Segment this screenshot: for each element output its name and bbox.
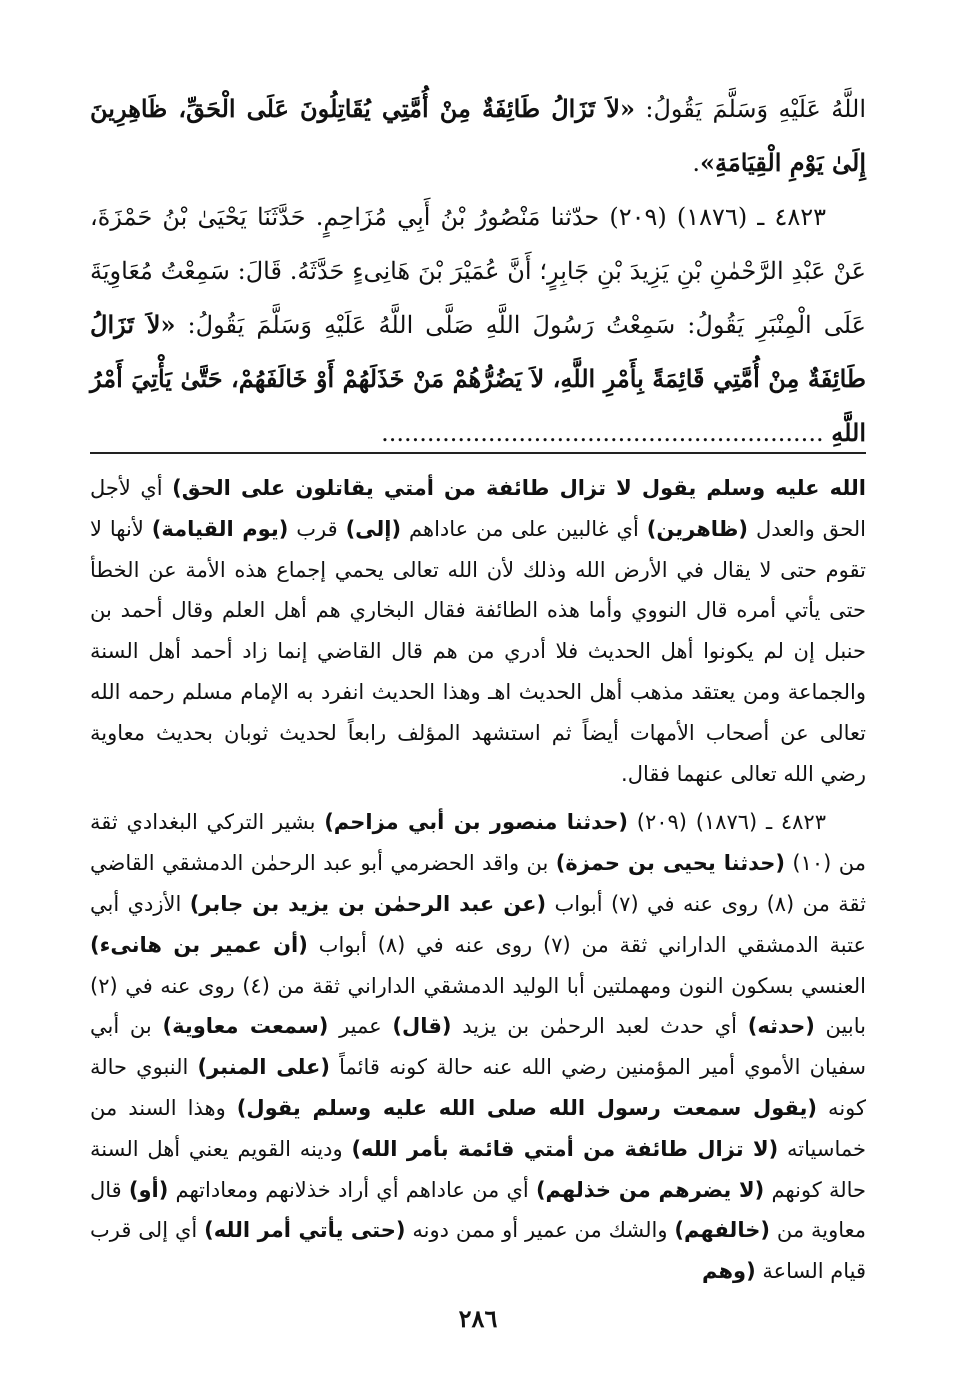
commentary-run: (ظاهرين)	[646, 516, 749, 541]
commentary-run: قال معاوية من	[90, 1177, 867, 1243]
divider-line	[90, 452, 866, 454]
commentary-text	[90, 468, 866, 1292]
commentary-run: (حدثنا يحيى بن حمزة)	[555, 851, 785, 876]
commentary-run: (إلى)	[345, 516, 402, 541]
commentary-run: (عن عبد الرحمٰن بن يزيد بن جابر)	[189, 891, 547, 916]
hadith-quote: «لاَ تَزَالُ طَائِفَةٌ مِنْ أُمَّتِي يُقَاتِلُونَ عَلَى الْحَقِّ، ظَاهِرِينَ إِلَىٰ يَوْمِ الْقِيَامَةِ»	[90, 94, 866, 177]
commentary-run: (أن عمير بن هانىء)	[90, 932, 308, 957]
commentary-run: النبوي حالة كونه	[90, 1055, 867, 1120]
commentary-run: الأزدي أبي عتبة الدمشقي الداراني ثقة من (٧) روى عنه في (٨) أبواب	[90, 891, 866, 957]
hadith-isnad: ٤٨٢٣ ـ (١٨٧٦) (٢٠٩) حدّثنا مَنْصُورُ بْنُ أَبِي مُزَاحِمٍ. حَدَّثَنَا يَحْيَىٰ بْنُ حَمْزَةَ، عَنْ عَبْدِ الرَّحْمٰنِ بْنِ يَزِيدَ بْنِ جَابِرٍ؛ أَنَّ عُمَيْرَ بْنَ هَانِىءٍ حَدَّثَهُ. قَالَ: سَمِعْتُ مُعَاوِيَةَ عَلَى الْمِنْبَرِ يَقُولُ: سَمِعْتُ رَسُولَ اللَّهِ صَلَّى اللَّهُ عَلَيْهِ وَسَلَّمَ يَقُولُ:	[90, 203, 866, 339]
commentary-run: لأنها لا تقوم حتى لا يقال في الأرض الله وذلك لأن الله تعالى يحمي إجماع هذه الأمة عن الخطأ حتى يأتي أمره قال النووي وأما هذه الطائفة فقال البخاري هم أهل العلم وقال أحمد بن حنبل إن لم يكونوا أهل الحديث فلا أدري من هم قال القاضي إنما زاد أحمد أهل السنة والجماعة ومن يعتقد مذهب أهل الحديث اهـ وهذا الحديث انفرد به الإمام مسلم رحمه الله تعالى عن أصحاب الأمهات أيضاً ثم استشهد المؤلف رابعاً لحديث ثوبان بحديث معاوية رضي الله تعالى عنهما فقال.	[90, 516, 866, 786]
commentary-run: بشير التركي البغدادي ثقة من (١٠)	[90, 810, 866, 876]
hadith-paragraph-2	[90, 190, 866, 460]
commentary-run: (وهم	[702, 1259, 756, 1284]
commentary-run: (أو)	[128, 1177, 169, 1202]
hadith-text	[90, 82, 866, 460]
book-page	[90, 82, 866, 1362]
commentary-run: العنسي بسكون النون ومهملتين أبا الوليد الدمشقي الداراني ثقة من (٤) روى عنه في (٢) بابين	[90, 973, 866, 1039]
commentary-run: (على المنبر)	[197, 1055, 330, 1080]
hadith-run: اللَّهُ عَلَيْهِ وَسَلَّمَ يَقُولُ:	[635, 95, 866, 123]
commentary-run: قرب	[288, 516, 346, 541]
commentary-run: أي إلى قرب قيام الساعة	[90, 1218, 866, 1284]
commentary-run: ودينه القويم يعني أهل السنة حالة كونهم	[90, 1136, 867, 1202]
continuation-dots: ..........................................................	[381, 419, 832, 447]
commentary-run: (يوم القيامة)	[151, 516, 289, 541]
commentary-run: عمير	[328, 1014, 393, 1039]
commentary-run: (لا يضرهم من خذلهم)	[535, 1177, 765, 1202]
commentary-run: بن أبي سفيان الأموي أمير المؤمنين رضي الله عنه حالة كونه قائماً	[90, 1014, 866, 1080]
commentary-run: (قال)	[392, 1014, 452, 1039]
commentary-run: (يقول سمعت رسول الله صلى الله عليه وسلم يقول)	[236, 1095, 818, 1120]
commentary-run: والشك من عمير أو ممن دونه	[405, 1218, 675, 1243]
commentary-run: (سمعت معاوية)	[162, 1014, 329, 1039]
hadith-paragraph-1	[90, 82, 866, 190]
commentary-run: الله عليه وسلم يقول لا تزال طائفة من أمتي يقاتلون على الحق)	[172, 476, 867, 500]
commentary-paragraph-1	[90, 468, 866, 794]
page-number: ٢٨٦	[458, 1304, 498, 1333]
commentary-run: أي حدث لعبد الرحمٰن بن يزيد	[451, 1014, 748, 1039]
commentary-run: (لا تزال طائفة من أمتي قائمة بأمر الله)	[351, 1136, 779, 1161]
commentary-run: ٤٨٢٣ ـ (١٨٧٦) (٢٠٩)	[628, 810, 826, 835]
commentary-run: أي غالبين على من عاداهم	[401, 516, 647, 541]
commentary-run: بن واقد الحضرمي أبو عبد الرحمٰن الدمشقي القاضي ثقة من (٨) روى عنه في (٧) أبواب	[90, 851, 866, 916]
commentary-run: أي لأجل الحق والعدل	[90, 476, 866, 541]
commentary-run: وهذا السند من خماسياته	[90, 1095, 866, 1161]
hadith-run: .	[692, 149, 700, 177]
commentary-run: أي من عاداهم أي أراد خذلانهم ومعاداتهم	[168, 1177, 536, 1202]
commentary-run: (خالفهم)	[674, 1218, 770, 1243]
hadith-quote: «لاَ تَزَالُ طَائِفَةٌ مِنْ أُمَّتِي قَائِمَةً بِأَمْرِ اللَّهِ، لاَ يَضُرُّهُمْ مَنْ خَذَلَهُمْ أَوْ خَالَفَهُمْ، حَتَّىٰ يَأْتِيَ أَمْرُ اللَّهِ	[90, 310, 866, 447]
commentary-paragraph-2	[90, 802, 866, 1292]
commentary-run: (حتى يأتي أمر الله)	[204, 1218, 406, 1243]
commentary-run: (حدثنا منصور بن أبي مزاحم)	[324, 810, 629, 835]
commentary-run: (حدثه)	[747, 1014, 815, 1039]
